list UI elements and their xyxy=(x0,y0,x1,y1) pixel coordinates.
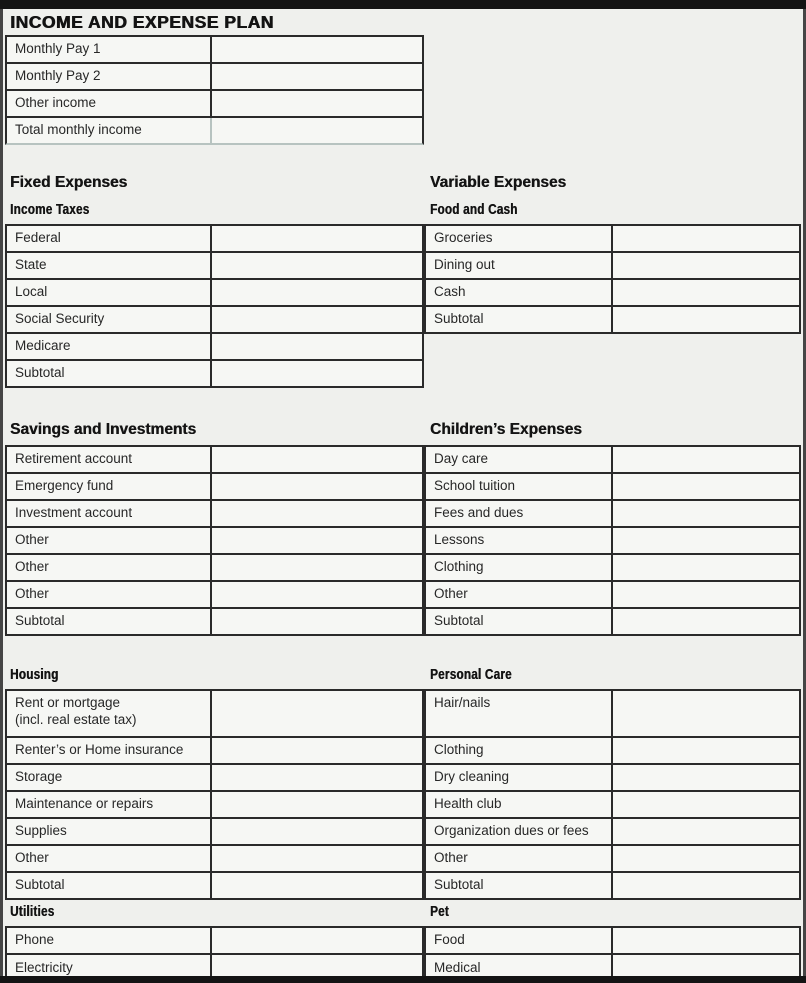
label-cell xyxy=(7,873,212,898)
amount-cell xyxy=(212,928,422,953)
row-label: Total monthly income xyxy=(15,122,142,138)
row-label: Other xyxy=(434,850,468,866)
amount-cell xyxy=(613,253,799,278)
table-row xyxy=(7,582,422,609)
label-cell xyxy=(7,819,212,844)
label-cell xyxy=(7,582,212,607)
label-cell xyxy=(7,501,212,526)
table-row xyxy=(426,474,799,501)
row-label: Monthly Pay 1 xyxy=(15,41,101,57)
food-and-cash-table xyxy=(424,224,801,334)
label-cell xyxy=(7,765,212,790)
row-label: Cash xyxy=(434,284,466,300)
housing-table xyxy=(5,689,424,900)
row-label: Other xyxy=(434,586,468,602)
label-cell xyxy=(426,528,613,553)
row-label: Subtotal xyxy=(434,311,484,327)
label-cell xyxy=(7,37,212,62)
row-label: Retirement account xyxy=(15,451,133,467)
label-cell xyxy=(7,691,212,736)
amount-cell xyxy=(212,873,422,898)
row-label: Dry cleaning xyxy=(434,769,510,785)
amount-cell xyxy=(212,846,422,871)
heading-personal-care: Personal Care xyxy=(430,666,512,683)
amount-cell xyxy=(212,91,422,116)
income-taxes-table xyxy=(5,224,424,388)
amount-cell xyxy=(613,691,799,736)
amount-cell xyxy=(212,765,422,790)
row-label: Renter’s or Home insurance xyxy=(15,742,184,758)
heading-utilities: Utilities xyxy=(10,903,55,920)
label-cell xyxy=(426,307,613,332)
row-label: Lessons xyxy=(434,532,485,548)
row-label: Fees and dues xyxy=(434,505,524,521)
row-label: Clothing xyxy=(434,742,484,758)
amount-cell xyxy=(212,226,422,251)
table-row xyxy=(426,819,799,846)
row-label: Clothing xyxy=(434,559,484,575)
table-row xyxy=(7,118,422,143)
table-row xyxy=(426,501,799,528)
page-left-border xyxy=(0,0,3,983)
table-row xyxy=(426,928,799,955)
amount-cell xyxy=(613,582,799,607)
table-row xyxy=(7,253,422,280)
table-row xyxy=(7,528,422,555)
amount-cell xyxy=(212,447,422,472)
table-row xyxy=(426,226,799,253)
table-row xyxy=(426,765,799,792)
amount-cell xyxy=(613,555,799,580)
amount-cell xyxy=(212,501,422,526)
table-row xyxy=(7,280,422,307)
amount-cell xyxy=(613,280,799,305)
row-label: Hair/nails xyxy=(434,695,491,710)
table-row xyxy=(7,928,422,955)
amount-cell xyxy=(613,226,799,251)
amount-cell xyxy=(212,307,422,332)
label-cell xyxy=(426,609,613,634)
label-cell xyxy=(7,361,212,386)
heading-variable-expenses: Variable Expenses xyxy=(430,174,567,191)
table-row xyxy=(7,64,422,91)
label-cell xyxy=(426,928,613,953)
label-cell xyxy=(7,528,212,553)
table-row xyxy=(7,334,422,361)
label-cell xyxy=(7,226,212,251)
table-row xyxy=(7,307,422,334)
label-cell xyxy=(426,226,613,251)
amount-cell xyxy=(613,447,799,472)
amount-cell xyxy=(613,501,799,526)
row-label: Federal xyxy=(15,230,61,246)
amount-cell xyxy=(613,792,799,817)
table-row xyxy=(7,447,422,474)
amount-cell xyxy=(613,846,799,871)
label-cell xyxy=(426,253,613,278)
row-label: Electricity xyxy=(15,960,73,976)
label-cell xyxy=(7,474,212,499)
label-cell xyxy=(426,582,613,607)
table-row xyxy=(426,555,799,582)
subheading-income-taxes: Income Taxes xyxy=(10,201,90,218)
row-label: Other xyxy=(15,532,49,548)
table-row xyxy=(426,738,799,765)
amount-cell xyxy=(212,334,422,359)
label-cell xyxy=(426,792,613,817)
row-label-line2: (incl. real estate tax) xyxy=(15,711,137,727)
label-cell xyxy=(426,555,613,580)
amount-cell xyxy=(212,361,422,386)
label-cell xyxy=(426,501,613,526)
heading-savings-and-investments: Savings and Investments xyxy=(10,421,197,438)
amount-cell xyxy=(613,765,799,790)
row-label: Groceries xyxy=(434,230,493,246)
heading-fixed-expenses: Fixed Expenses xyxy=(10,174,128,191)
page-title: INCOME AND EXPENSE PLAN xyxy=(10,12,274,32)
table-row xyxy=(426,528,799,555)
amount-cell xyxy=(212,792,422,817)
savings-table xyxy=(5,445,424,636)
amount-cell xyxy=(212,253,422,278)
label-cell xyxy=(7,307,212,332)
amount-cell xyxy=(212,280,422,305)
label-cell xyxy=(426,873,613,898)
amount-cell xyxy=(212,582,422,607)
table-row xyxy=(7,361,422,386)
row-label: Food xyxy=(434,932,465,948)
personal-care-table xyxy=(424,689,801,900)
label-cell xyxy=(7,334,212,359)
row-label: Medical xyxy=(434,960,481,976)
label-cell xyxy=(7,91,212,116)
amount-cell xyxy=(613,307,799,332)
table-row xyxy=(7,474,422,501)
label-cell xyxy=(7,253,212,278)
amount-cell xyxy=(212,118,422,143)
row-label: Health club xyxy=(434,796,502,812)
amount-cell xyxy=(613,474,799,499)
table-row xyxy=(7,609,422,634)
label-cell xyxy=(7,555,212,580)
table-row xyxy=(7,819,422,846)
table-row xyxy=(426,307,799,332)
heading-housing: Housing xyxy=(10,666,59,683)
subheading-food-and-cash: Food and Cash xyxy=(430,201,518,218)
amount-cell xyxy=(613,819,799,844)
amount-cell xyxy=(613,928,799,953)
label-cell xyxy=(7,280,212,305)
utilities-table xyxy=(5,926,424,983)
label-cell xyxy=(426,447,613,472)
row-label: Subtotal xyxy=(15,877,65,893)
table-row xyxy=(7,501,422,528)
table-row xyxy=(426,582,799,609)
label-cell xyxy=(7,792,212,817)
row-label: Local xyxy=(15,284,48,300)
row-label: Organization dues or fees xyxy=(434,823,589,839)
amount-cell xyxy=(212,555,422,580)
row-label: Supplies xyxy=(15,823,67,839)
label-cell xyxy=(7,609,212,634)
row-label: Dining out xyxy=(434,257,495,273)
childrens-expenses-table xyxy=(424,445,801,636)
page-top-border xyxy=(0,0,806,9)
amount-cell xyxy=(212,819,422,844)
label-cell xyxy=(7,118,212,143)
label-cell xyxy=(426,691,613,736)
amount-cell xyxy=(212,528,422,553)
amount-cell xyxy=(212,691,422,736)
amount-cell xyxy=(613,873,799,898)
table-row xyxy=(7,37,422,64)
row-label: School tuition xyxy=(434,478,516,494)
amount-cell xyxy=(212,738,422,763)
heading-childrens-expenses: Children’s Expenses xyxy=(430,421,582,438)
table-row xyxy=(7,226,422,253)
amount-cell xyxy=(212,64,422,89)
row-label: Social Security xyxy=(15,311,105,327)
row-label: Subtotal xyxy=(434,613,484,629)
label-cell xyxy=(426,474,613,499)
row-label: Other income xyxy=(15,95,97,111)
row-label: Other xyxy=(15,559,49,575)
row-label: Other xyxy=(15,850,49,866)
label-cell xyxy=(426,846,613,871)
row-label: Medicare xyxy=(15,338,71,354)
table-row xyxy=(7,738,422,765)
label-cell xyxy=(426,280,613,305)
label-cell xyxy=(7,846,212,871)
table-row xyxy=(426,691,799,738)
row-label xyxy=(15,695,137,729)
table-row xyxy=(7,873,422,898)
row-label: Subtotal xyxy=(15,613,65,629)
amount-cell xyxy=(212,474,422,499)
row-label: Maintenance or repairs xyxy=(15,796,154,812)
table-row xyxy=(7,792,422,819)
table-row xyxy=(426,873,799,898)
table-row xyxy=(7,555,422,582)
label-cell xyxy=(426,738,613,763)
table-row xyxy=(7,91,422,118)
row-label: Subtotal xyxy=(434,877,484,893)
income-table xyxy=(5,35,424,145)
page-bottom-border xyxy=(0,976,806,983)
table-row xyxy=(426,447,799,474)
row-label: Subtotal xyxy=(15,365,65,381)
amount-cell xyxy=(212,37,422,62)
row-label: Day care xyxy=(434,451,489,467)
pet-table xyxy=(424,926,801,983)
amount-cell xyxy=(613,609,799,634)
label-cell xyxy=(7,447,212,472)
row-label-line1: Rent or mortgage xyxy=(15,695,121,710)
heading-pet: Pet xyxy=(430,903,449,920)
row-label: Monthly Pay 2 xyxy=(15,68,101,84)
row-label: Storage xyxy=(15,769,63,785)
amount-cell xyxy=(613,738,799,763)
row-label: Investment account xyxy=(15,505,133,521)
label-cell xyxy=(7,738,212,763)
table-row xyxy=(7,765,422,792)
row-label: Phone xyxy=(15,932,55,948)
label-cell xyxy=(426,765,613,790)
label-cell xyxy=(426,819,613,844)
label-cell xyxy=(7,64,212,89)
table-row xyxy=(426,609,799,634)
row-label: Emergency fund xyxy=(15,478,114,494)
table-row xyxy=(426,846,799,873)
row-label: State xyxy=(15,257,47,273)
table-row xyxy=(426,280,799,307)
table-row xyxy=(426,792,799,819)
table-row xyxy=(7,691,422,738)
row-label: Other xyxy=(15,586,49,602)
label-cell xyxy=(7,928,212,953)
table-row xyxy=(7,846,422,873)
amount-cell xyxy=(212,609,422,634)
amount-cell xyxy=(613,528,799,553)
table-row xyxy=(426,253,799,280)
